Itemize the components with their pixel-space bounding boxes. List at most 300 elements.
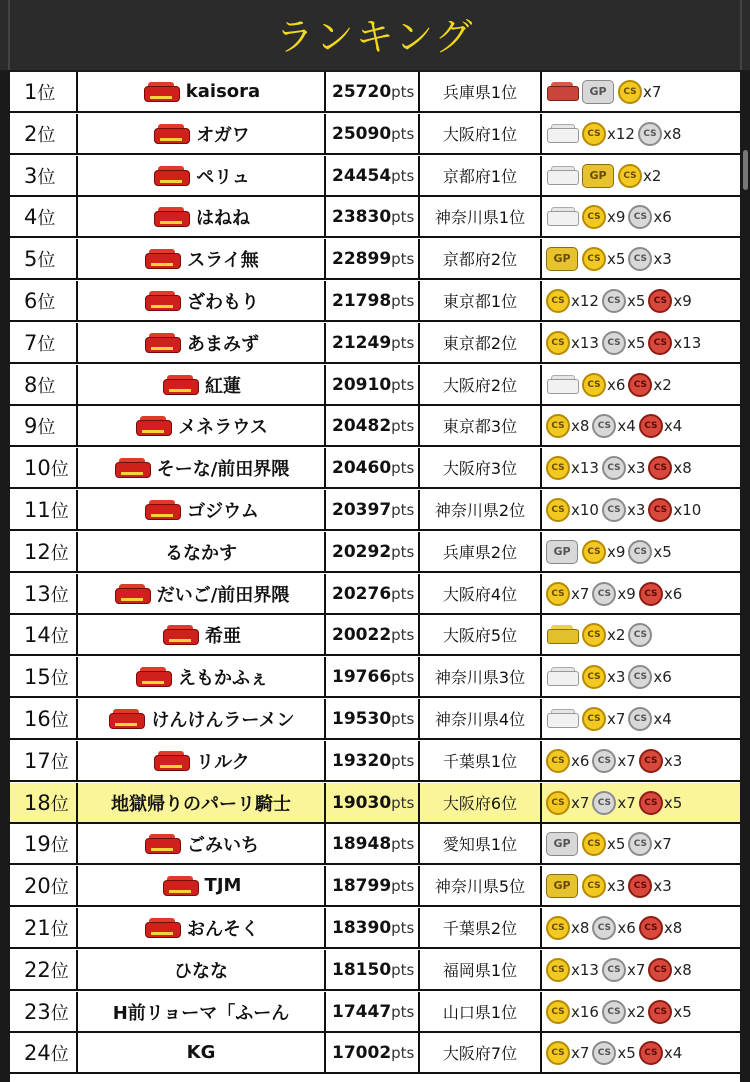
gold-cs-coin-icon: CS — [546, 1041, 570, 1065]
rank-number: 20 — [24, 873, 51, 898]
crown-badge-icon — [143, 500, 181, 520]
silver-cs-coin-icon: CS — [602, 1000, 626, 1024]
rank-suffix: 位 — [37, 333, 56, 355]
points-unit: pts — [391, 793, 415, 812]
badge-count: x7 — [626, 960, 646, 979]
rank-cell — [10, 908, 78, 947]
rank-cell — [10, 699, 78, 738]
badge-count: x5 — [617, 1043, 636, 1062]
table-row[interactable] — [10, 406, 740, 447]
rank-cell — [10, 824, 78, 863]
crown-badge-icon — [143, 834, 181, 854]
points-unit: pts — [391, 416, 415, 435]
table-row[interactable] — [10, 490, 740, 531]
badge-count: x3 — [626, 500, 646, 519]
prefecture-rank-cell: 兵庫県1位 — [420, 72, 542, 111]
page-title: ランキング — [275, 15, 475, 59]
table-row[interactable] — [10, 365, 740, 406]
points-cell — [326, 657, 420, 696]
prefecture-rank-cell: 愛知県1位 — [420, 824, 542, 863]
player-name-cell[interactable] — [78, 615, 326, 654]
points-unit: pts — [391, 751, 415, 770]
achievements-cell — [542, 406, 740, 445]
rank-suffix: 位 — [50, 500, 69, 522]
gold-gp-badge-icon: GP — [546, 874, 578, 898]
prefecture-rank-cell: 大阪府5位 — [420, 615, 542, 654]
player-name-cell[interactable] — [78, 866, 326, 905]
achievements-cell — [542, 365, 740, 404]
crown-badge-icon — [152, 124, 190, 144]
silver-gp-badge-icon: GP — [546, 540, 578, 564]
badge-count: x2 — [653, 375, 672, 394]
points-unit: pts — [391, 1002, 415, 1021]
table-row[interactable] — [10, 699, 740, 740]
points-unit: pts — [391, 291, 415, 310]
gold-cs-coin-icon: CS — [546, 916, 570, 940]
silver-cs-coin-icon: CS — [628, 247, 652, 271]
gold-cs-coin-icon: CS — [582, 874, 606, 898]
rank-suffix: 位 — [50, 834, 69, 856]
gold-cs-coin-icon: CS — [546, 791, 570, 815]
crown-badge-icon — [143, 249, 181, 269]
player-name-cell[interactable] — [78, 448, 326, 487]
rank-number: 8 — [24, 372, 38, 397]
points-unit: pts — [391, 625, 415, 644]
red-cs-coin-icon: CS — [628, 874, 652, 898]
white-trophy-badge-icon — [546, 375, 578, 395]
rank-cell — [10, 114, 78, 153]
prefecture-rank-cell: 東京都2位 — [420, 323, 542, 362]
achievements-cell — [542, 72, 740, 111]
player-name-cell[interactable] — [78, 908, 326, 947]
gold-cs-coin-icon: CS — [618, 164, 642, 188]
table-row[interactable] — [10, 197, 740, 238]
player-name: kaisora — [185, 81, 261, 102]
achievements-cell — [542, 615, 740, 654]
red-cs-coin-icon: CS — [648, 331, 672, 355]
badge-count: x7 — [643, 82, 662, 101]
achievements-cell — [542, 323, 740, 362]
red-cs-coin-icon: CS — [628, 373, 652, 397]
badge-count: x2 — [607, 625, 626, 644]
badge-count: x6 — [653, 207, 672, 226]
badge-count: x4 — [663, 1043, 683, 1062]
player-name: ごみいち — [187, 834, 259, 856]
player-name-cell[interactable] — [78, 323, 326, 362]
prefecture-rank-cell: 神奈川県1位 — [420, 197, 542, 236]
gold-gp-badge-icon: GP — [546, 247, 578, 271]
gold-cs-coin-icon: CS — [582, 373, 606, 397]
gold-cs-coin-icon: CS — [582, 122, 606, 146]
gold-cs-coin-icon: CS — [546, 1000, 570, 1024]
points-cell — [326, 574, 420, 613]
badge-count: x2 — [643, 166, 662, 185]
crown-badge-icon — [143, 333, 181, 353]
points-unit: pts — [391, 667, 415, 686]
player-name: ペリュ — [196, 166, 250, 188]
crown-badge-icon — [113, 458, 151, 478]
player-name-cell[interactable] — [78, 574, 326, 613]
player-name-cell[interactable] — [78, 699, 326, 738]
table-row[interactable] — [10, 866, 740, 907]
points-value: 20460 — [332, 457, 392, 478]
badge-count: x3 — [607, 667, 626, 686]
badge-count: x6 — [653, 667, 672, 686]
player-name-cell[interactable] — [78, 783, 326, 822]
points-value: 18948 — [332, 833, 392, 854]
points-value: 18150 — [332, 959, 392, 980]
player-name: リルク — [196, 751, 250, 773]
badge-count: x3 — [626, 458, 646, 477]
points-unit: pts — [391, 500, 415, 519]
points-unit: pts — [391, 124, 415, 143]
gold-cs-coin-icon: CS — [582, 205, 606, 229]
rank-suffix: 位 — [37, 291, 56, 313]
table-row[interactable] — [10, 741, 740, 782]
crown-badge-icon — [142, 82, 180, 102]
points-unit: pts — [391, 584, 415, 603]
player-name-cell[interactable] — [78, 741, 326, 780]
player-name-cell[interactable] — [78, 365, 326, 404]
points-value: 19030 — [332, 792, 392, 813]
table-row[interactable] — [10, 824, 740, 865]
badge-count: x2 — [626, 1002, 646, 1021]
red-cs-coin-icon: CS — [648, 1000, 672, 1024]
points-cell — [326, 406, 420, 445]
badge-count: x5 — [626, 291, 646, 310]
silver-cs-coin-icon: CS — [602, 289, 626, 313]
table-row[interactable] — [10, 239, 740, 280]
achievements-cell — [542, 239, 740, 278]
achievements-cell — [542, 1033, 740, 1072]
rank-cell — [10, 783, 78, 822]
points-value: 20910 — [332, 374, 392, 395]
points-unit: pts — [391, 333, 415, 352]
badge-count: x10 — [673, 500, 702, 519]
scrollbar-thumb[interactable] — [743, 150, 748, 190]
red-cs-coin-icon: CS — [639, 582, 663, 606]
points-cell — [326, 114, 420, 153]
player-name: ざわもり — [187, 291, 259, 313]
crown-badge-icon — [161, 625, 199, 645]
badge-count: x6 — [607, 375, 626, 394]
points-value: 19766 — [332, 666, 392, 687]
points-value: 24454 — [332, 165, 392, 186]
ranking-header — [0, 0, 750, 70]
badge-count: x13 — [673, 333, 702, 352]
points-value: 18390 — [332, 917, 392, 938]
rank-suffix: 位 — [50, 1043, 69, 1065]
rank-suffix: 位 — [50, 667, 69, 689]
achievements-cell — [542, 197, 740, 236]
player-name-cell[interactable] — [78, 72, 326, 111]
rank-suffix: 位 — [50, 1002, 69, 1024]
rank-number: 4 — [24, 204, 38, 229]
silver-cs-coin-icon: CS — [628, 707, 652, 731]
crown-badge-icon — [161, 375, 199, 395]
crown-badge-icon — [143, 918, 181, 938]
player-name-cell[interactable] — [78, 950, 326, 989]
table-row[interactable] — [10, 114, 740, 155]
rank-cell — [10, 1033, 78, 1072]
gold-cs-coin-icon: CS — [546, 331, 570, 355]
prefecture-rank-cell: 大阪府7位 — [420, 1033, 542, 1072]
red-cs-coin-icon: CS — [648, 456, 672, 480]
table-row[interactable] — [10, 448, 740, 489]
white-trophy-badge-icon — [546, 709, 578, 729]
player-name: ひなな — [174, 960, 228, 982]
ranking-table — [10, 72, 740, 1082]
rank-number: 1 — [24, 79, 38, 104]
player-name-cell[interactable] — [78, 657, 326, 696]
gold-cs-coin-icon: CS — [618, 80, 642, 104]
badge-count: x6 — [663, 584, 683, 603]
badge-count: x5 — [626, 333, 646, 352]
rank-number: 22 — [24, 957, 51, 982]
rank-cell — [10, 197, 78, 236]
achievements-cell — [542, 448, 740, 487]
rank-number: 18 — [24, 790, 51, 815]
crown-badge-icon — [134, 416, 172, 436]
gold-cs-coin-icon: CS — [546, 958, 570, 982]
prefecture-rank-cell: 大阪府2位 — [420, 365, 542, 404]
rank-cell — [10, 448, 78, 487]
points-value: 22899 — [332, 248, 392, 269]
badge-count: x4 — [663, 416, 683, 435]
badge-count: x4 — [617, 416, 636, 435]
table-row[interactable] — [10, 908, 740, 949]
prefecture-rank-cell: 兵庫県2位 — [420, 532, 542, 571]
player-name-cell[interactable] — [78, 532, 326, 571]
points-value: 21798 — [332, 290, 392, 311]
table-row[interactable] — [10, 156, 740, 197]
badge-count: x3 — [653, 249, 672, 268]
badge-count: x6 — [617, 918, 636, 937]
badge-count: x8 — [571, 918, 590, 937]
prefecture-rank-cell: 大阪府6位 — [420, 783, 542, 822]
prefecture-rank-cell: 東京都3位 — [420, 406, 542, 445]
prefecture-rank-cell: 大阪府1位 — [420, 114, 542, 153]
points-cell — [326, 783, 420, 822]
points-value: 21249 — [332, 332, 392, 353]
table-row[interactable] — [10, 992, 740, 1033]
prefecture-rank-cell: 神奈川県2位 — [420, 490, 542, 529]
badge-count: x5 — [607, 249, 626, 268]
badge-count: x7 — [617, 751, 636, 770]
player-name: 地獄帰りのパーリ騎士 — [111, 793, 291, 815]
points-cell — [326, 323, 420, 362]
rank-suffix: 位 — [37, 375, 56, 397]
rank-suffix: 位 — [50, 709, 69, 731]
silver-cs-coin-icon: CS — [602, 456, 626, 480]
rank-suffix: 位 — [50, 918, 69, 940]
achievements-cell — [542, 824, 740, 863]
rank-number: 12 — [24, 539, 51, 564]
points-unit: pts — [391, 375, 415, 394]
badge-count: x9 — [673, 291, 692, 310]
points-cell — [326, 908, 420, 947]
badge-count: x5 — [653, 542, 672, 561]
silver-cs-coin-icon: CS — [592, 414, 616, 438]
rank-cell — [10, 532, 78, 571]
rank-cell — [10, 741, 78, 780]
achievements-cell — [542, 866, 740, 905]
table-row-highlighted[interactable] — [10, 783, 740, 824]
points-cell — [326, 824, 420, 863]
red-cs-coin-icon: CS — [648, 498, 672, 522]
points-unit: pts — [391, 458, 415, 477]
rank-number: 5 — [24, 246, 38, 271]
table-row[interactable] — [10, 950, 740, 991]
rank-number: 7 — [24, 330, 38, 355]
badge-count: x8 — [663, 918, 683, 937]
crown-badge-icon — [134, 667, 172, 687]
silver-cs-coin-icon: CS — [628, 832, 652, 856]
gold-cs-coin-icon: CS — [582, 540, 606, 564]
achievements-cell — [542, 574, 740, 613]
prefecture-rank-cell: 神奈川県4位 — [420, 699, 542, 738]
rank-cell — [10, 239, 78, 278]
points-unit: pts — [391, 249, 415, 268]
gold-cs-coin-icon: CS — [546, 456, 570, 480]
rank-number: 23 — [24, 999, 51, 1024]
gold-cs-coin-icon: CS — [546, 498, 570, 522]
badge-count: x7 — [571, 584, 590, 603]
rank-number: 14 — [24, 622, 51, 647]
player-name: スライ無 — [187, 249, 259, 271]
achievements-cell — [542, 783, 740, 822]
crown-badge-icon — [161, 876, 199, 896]
crown-badge-icon — [152, 166, 190, 186]
prefecture-rank-cell: 京都府2位 — [420, 239, 542, 278]
prefecture-rank-cell: 千葉県1位 — [420, 741, 542, 780]
rank-cell — [10, 490, 78, 529]
white-trophy-badge-icon — [546, 124, 578, 144]
silver-cs-coin-icon: CS — [592, 1041, 616, 1065]
silver-cs-coin-icon: CS — [592, 791, 616, 815]
player-name: けんけんラーメン — [151, 709, 295, 731]
gold-cs-coin-icon: CS — [546, 289, 570, 313]
red-cs-coin-icon: CS — [639, 414, 663, 438]
badge-count: x7 — [571, 1043, 590, 1062]
table-row[interactable] — [10, 657, 740, 698]
rank-cell — [10, 406, 78, 445]
rank-cell — [10, 657, 78, 696]
rank-cell — [10, 72, 78, 111]
achievements-cell — [542, 156, 740, 195]
gold-cs-coin-icon: CS — [582, 832, 606, 856]
table-row[interactable] — [10, 72, 740, 113]
points-cell — [326, 992, 420, 1031]
player-name: おんそく — [187, 918, 259, 940]
points-unit: pts — [391, 166, 415, 185]
rank-suffix: 位 — [37, 207, 56, 229]
red-cs-coin-icon: CS — [639, 749, 663, 773]
points-cell — [326, 156, 420, 195]
player-name-cell[interactable] — [78, 824, 326, 863]
badge-count: x12 — [571, 291, 599, 310]
points-unit: pts — [391, 918, 415, 937]
achievements-cell — [542, 657, 740, 696]
points-cell — [326, 365, 420, 404]
player-name-cell[interactable] — [78, 197, 326, 236]
points-value: 20276 — [332, 583, 392, 604]
player-name: ゴジウム — [187, 500, 259, 522]
player-name: あまみず — [187, 333, 259, 355]
badge-count: x8 — [673, 960, 692, 979]
player-name-cell[interactable] — [78, 490, 326, 529]
red-cs-coin-icon: CS — [648, 289, 672, 313]
rank-suffix: 位 — [37, 82, 56, 104]
player-name: るなかす — [165, 542, 237, 564]
player-name-cell[interactable] — [78, 1033, 326, 1072]
rank-cell — [10, 156, 78, 195]
points-cell — [326, 281, 420, 320]
rank-cell — [10, 615, 78, 654]
points-value: 20022 — [332, 624, 392, 645]
player-name-cell[interactable] — [78, 992, 326, 1031]
badge-count: x7 — [607, 709, 626, 728]
rank-suffix: 位 — [50, 793, 69, 815]
points-cell — [326, 72, 420, 111]
rank-cell — [10, 281, 78, 320]
table-row[interactable] — [10, 615, 740, 656]
rank-number: 19 — [24, 831, 51, 856]
player-name: はねね — [196, 207, 250, 229]
badge-count: x7 — [617, 793, 636, 812]
player-name-cell[interactable] — [78, 281, 326, 320]
badge-count: x5 — [663, 793, 683, 812]
rank-number: 15 — [24, 664, 51, 689]
table-row[interactable] — [10, 323, 740, 364]
badge-count: x8 — [673, 458, 692, 477]
gold-gp-badge-icon: GP — [582, 164, 614, 188]
points-value: 19530 — [332, 708, 392, 729]
points-cell — [326, 448, 420, 487]
badge-count: x3 — [653, 876, 672, 895]
gold-cs-coin-icon: CS — [582, 665, 606, 689]
badge-count: x7 — [653, 834, 672, 853]
points-value: 19320 — [332, 750, 392, 771]
rank-suffix: 位 — [50, 458, 69, 480]
gold-cs-coin-icon: CS — [582, 247, 606, 271]
achievements-cell — [542, 114, 740, 153]
player-name-cell[interactable] — [78, 156, 326, 195]
badge-count: x9 — [617, 584, 636, 603]
points-cell — [326, 615, 420, 654]
points-unit: pts — [391, 709, 415, 728]
badge-count: x7 — [571, 793, 590, 812]
player-name-cell[interactable] — [78, 406, 326, 445]
gold-cs-coin-icon: CS — [582, 707, 606, 731]
rank-cell — [10, 323, 78, 362]
player-name-cell[interactable] — [78, 239, 326, 278]
silver-cs-coin-icon: CS — [628, 205, 652, 229]
points-cell — [326, 532, 420, 571]
rank-number: 16 — [24, 706, 51, 731]
table-row[interactable] — [10, 574, 740, 615]
scrollbar[interactable] — [740, 72, 750, 1082]
table-row[interactable] — [10, 281, 740, 322]
player-name-cell[interactable] — [78, 114, 326, 153]
table-row[interactable] — [10, 532, 740, 573]
table-row[interactable] — [10, 1033, 740, 1074]
header-border-right — [740, 0, 742, 70]
rank-number: 6 — [24, 288, 38, 313]
player-name: えもかふぇ — [178, 667, 268, 689]
points-cell — [326, 866, 420, 905]
badge-count: x10 — [571, 500, 599, 519]
